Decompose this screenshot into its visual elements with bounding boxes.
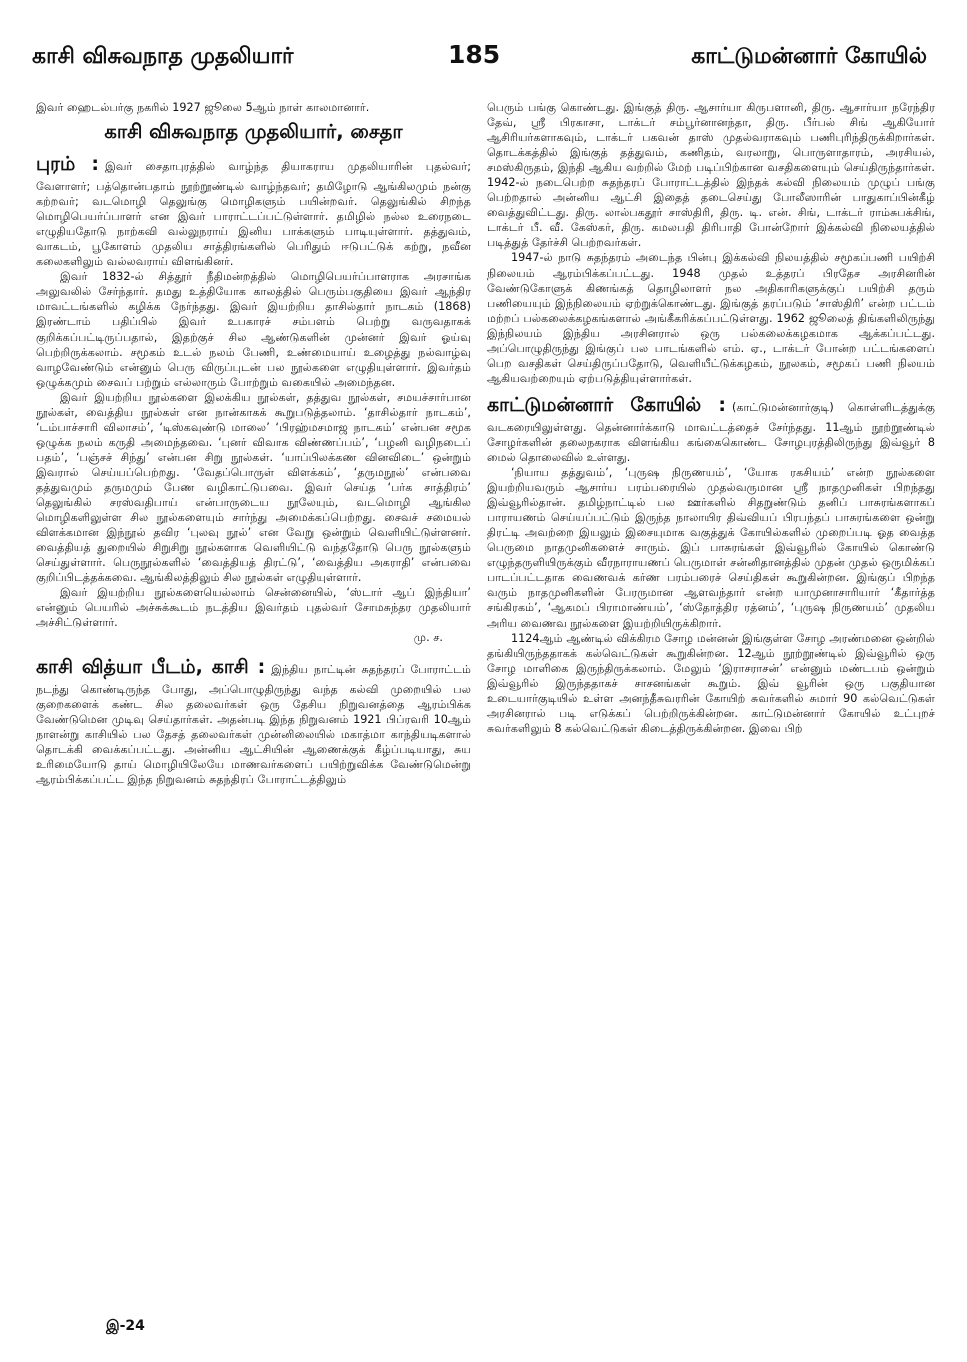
- paragraph-text: இந்திய நாட்டின் சுதந்தரப் போராட்டம் நடந்து கொண்டிருந்த போது, அப்பொழுதிருந்து வந்த கல்வி முறையில் பல குறைகளைக் கண்ட சில தலைவர்கள் ஒரு தேசிய நிறுவனத்தை ஆரம்பிக்க வேண்டுமென முடிவு செய்தார்கள். அதன்படி இந்த நிறுவனம் 1921 பிப்ரவரி 10ஆம் நாளன்று காசியில் பல தேசத் தலைவர்கள் முன்னிலையில் மகாத்மா காந்தியடிகளால் தொடக்கி வைக்கப்பட்டது. அன்னிய ஆட்சியின் ஆணைக்குக் கீழ்ப்படியாது, சுய உரிமையோடு தாய் மொழியிலேயே மாணவர்களைப் பயிற்றுவிக்க வேண்டுமென்று ஆரம்பிக்கப்பட்ட இந்த நிறுவனம் சுதந்திரப் போராட்டத்திலும்: [36, 662, 471, 786]
- paragraph: பெரும் பங்கு கொண்டது. இங்குத் திரு. ஆசார்யா கிருபளானி, திரு. ஆசார்யா நரேந்திர தேவ், ஸ்ரீ பிரகாசா, டாக்டர் சம்பூர்னானந்தா, திரு. பீர்பல் சிங் ஆகியோர் ஆசிரியர்களாகவும், டாக்டர் பகவன் தாஸ் முதல்வராகவும் பணிபுரிந்திருக்கிறார்கள். தொடக்கத்தில் இங்குத் தத்துவம், கணிதம், வரலாறு, பொருளாதாரம், அரசியல், சமஸ்கிருதம், இந்தி ஆகிய வற்றில் மேற் படிப்பிற்கான வசதிகளையும் செய்திருந்தார்கள். 1942-ல் நடைபெற்ற சுதந்தரப் போராட்டத்தில் இந்தக் கல்வி நிலையம் முழுப் பங்கு பெற்றதால் அன்னிய ஆட்சி இதைத் தடைசெய்து போலீஸாரின் பாதுகாப்பின்கீழ் வைத்துவிட்டது. திரு. லால்பகதூர் சாஸ்திரி, திரு. டி. என். சிங், டாக்டர் ராம்சுபக்சிங், டாக்டர் பீ. வீ. கேஸ்கர், திரு. கமலபதி திரிபாதி போன்றோர் இக்கல்வி நிலையத்தில் படித்துத் தேர்ச்சி பெற்றவர்கள்.: [487, 101, 935, 250]
- running-head-right: காட்டுமன்னார் கோயில்: [691, 44, 927, 69]
- paragraph: இவர் இயற்றிய நூல்களையெல்லாம் சென்னையில், ‘ஸ்டார் ஆப் இந்தியா’ என்னும் பெயரில் அச்சுக்கூடம் நடத்திய இவர்தம் புதல்வர் சோமசுந்தர முதலியார் அச்சிட்டுள்ளார்.: [36, 586, 471, 630]
- paragraph: ‘நியாய தத்துவம்’, ‘புருஷ நிருணயம்’, ‘யோக ரகசியம்’ என்ற நூல்களை இயற்றியவரும் ஆசார்ய பரம்பரையில் முதல்வருமான ஸ்ரீ நாதமுனிகள் பிறந்தது இவ்வூரில்தான். தமிழ்நாட்டில் பல ஊர்களில் சிதறுண்டும் தனிப் பாசுரங்களாகப் பாராயணம் செய்யப்பட்டும் இருந்த நாலாயிர திவ்வியப் பிரபந்தப் பாசுரங்களை ஒன்று திரட்டி அவற்றை இயலும் இசையுமாக வகுத்துக் கோயில்களில் முறைப்படி ஓத வைத்த பெருமை நாதமுனிகளைச் சாரும். இப் பாசுரங்கள் இவ்வூரில் கோயில் கொண்டு எழுந்தருளியிருக்கும் வீரநாராயணப் பெருமாள் சன்னிதானத்தில் முதன் முதல் ஒருமிக்கப் பாடப்பட்டதாக வைணவக் கர்ண பரம்பரைச் செய்திகள் கூறுகின்றன. இங்குப் பிறந்த வரும் நாதமுனிகளின் பேரருமான ஆளவந்தார் என்ற யாமுனாசாரியார் ‘கீதார்த்த சங்கிரகம்’, ‘ஆகமப் பிராமாண்யம்’, ‘ஸ்தோத்திர ரத்னம்’, ‘புருஷ நிருணயம்’ முதலிய அரிய வைணவ நூல்களை இயற்றியிருக்கிறார்.: [487, 466, 935, 630]
- paragraph: இவர் 1832-ல் சித்தூர் நீதிமன்றத்தில் மொழிபெயர்ப்பாளராக அரசாங்க அலுவலில் சேர்ந்தார். தமது உத்தியோக காலத்தில் பெரும்பகுதியை இவர் ஆந்திர மாவட்டங்களில் கழிக்க நேர்ந்தது. இவர் இயற்றிய தாசில்தார் நாடகம் (1868) இரண்டாம் பதிப்பில் இவர் உபகாரச் சம்பளம் பெற்று வருவதாகக் குறிக்கப்பட்டிருப்பதால், இதற்குச் சில ஆண்டுகளின் முன்னர் இவர் ஓய்வு பெற்றிருக்கலாம். சமூகம் உடல் நலம் பேணி, உண்மையாய் உழைத்து நல்வாழ்வு வாழவேண்டும் என்னும் பெரு விருப்புடன் பல நூல்களை எழுதியுள்ளார். இவர்தம் ஒழுக்கமும் சைவப் பற்றும் எல்லாரும் போற்றும் வகையில் அமைந்தன.: [36, 270, 471, 389]
- page-header: [0, 40, 967, 84]
- signature-mark: இ-24: [106, 1318, 145, 1334]
- paragraph: இவர் இயற்றிய நூல்களை இலக்கிய நூல்கள், தத்துவ நூல்கள், சமயச்சார்பான நூல்கள், வைத்திய நூல்கள் என நான்காகக் கூறுபடுத்தலாம். ‘தாசில்தார் நாடகம்’, ‘டம்பாச்சாரி விலாசம்’, ‘டிஸ்கவுண்டு மாலை’ ‘பிரஹ்மசமாஜ நாடகம்’ என்பன சமூக ஒழுக்க நலம் கருதி அமைந்தவை. ‘புனர் விவாக விண்ணப்பம்’, ‘பழனி வழிநடைப் பதம்’, ‘பஞ்சச் சிந்து’ என்பன சிறு நூல்கள். ‘யாப்பிலக்கண வினவிடை’ ஒன்றும் இவரால் செய்யப்பெற்றது. ‘வேதப்பொருள் விளக்கம்’, ‘தருமநூல்’ என்பவை தத்துவமும் தருமமும் பேண வழிகாட்டுபவை. இவர் செய்த ‘பர்க சாத்திரம்’ தெலுங்கில் சரஸ்வதிபாய் என்பாருடைய நூலேயும், வடமொழி ஆங்கில மொழிகளிலுள்ள சில நூல்களையும் சார்ந்து அமைக்கப்பெற்றது. சைவச் சமையல் விளக்கமான இந்நூல் தவிர ‘புலவு நூல்’ என வேறு ஒன்றும் வெளியிட்டுள்ளனர். வைத்தியத் துறையில் சிறுசிறு நூல்களாக வெளியிட்டு வந்ததோடு பெரு நூல்களும் செய்துள்ளார். பெருநூல்களில் ‘வைத்தியத் திரட்டு’, ‘வைத்திய அகராதி’ என்பவை குறிப்பிடத்தக்கவை. ஆங்கிலத்திலும் சில நூல்கள் எழுதியுள்ளார்.: [36, 390, 471, 585]
- entry-heading: [36, 117, 471, 149]
- right-column: [487, 100, 935, 1340]
- entry-body: [36, 652, 471, 787]
- paragraph: 1124ஆம் ஆண்டில் விக்கிரம சோழ மன்னன் இங்குள்ள சோழ அரண்மனை ஒன்றில் தங்கியிருந்ததாகக் கல்வெட்டுகள் கூறுகின்றன. 12ஆம் நூற்றூண்டில் இவ்வூரில் ஒரு சோழ மாளிகை இருந்திருக்கலாம். மேலும் ‘இராசராசன்’ என்னும் மண்டபம் ஒன்றும் இவ்வூரில் இருந்ததாகச் சாசனங்கள் கூறும். இவ் வூரின் ஒரு பகுதியான உடையார்குடியில் உள்ள அனந்தீசுவரரின் கோயிற் சுவர்களில் சுமார் 90 கல்வெட்டுகள் அரசினரால் படி எடுக்கப் பெற்றிருக்கின்றன. காட்டுமன்னார் கோயில் உட்புறச் சுவர்களிலும் 8 கல்வெட்டுகள் கிடைத்திருக்கின்றன. இவை பிற்: [487, 631, 935, 735]
- running-head-left: காசி விசுவநாத முதலியார்: [32, 44, 294, 69]
- left-column: [36, 100, 471, 1315]
- entry-title: காசி விசுவநாத முதலியார், சைதா: [104, 120, 403, 144]
- entry-title-continuation: புரம் :: [36, 153, 99, 176]
- paragraph-text: இவர் சைதாபுரத்தில் வாழ்ந்த தியாகராய முதலியாரின் புதல்வர்; வேளாளர்; பத்தொன்பதாம் நூற்றூண்டில் வாழ்ந்தவர்; தமிழோடு ஆங்கிலமும் நன்கு கற்றவர்; வடமொழி தெலுங்கு மொழிகளும் பயின்றவர். தெலுங்கில் சிறந்த மொழிபெயர்ப்பாளர் என இவர் பாராட்டப்பட்டுள்ளார். தமிழில் நல்ல உரைநடை எழுதியதோடு நாற்கவி வல்லுநராய் இனிய பாக்களும் பாடியுள்ளார். தத்துவம், வாகடம், பூகோளம் முதலிய சாத்திரங்களில் பெரிதும் ஈடுபட்டுக் கற்று, நவீன கலைகளிலும் வல்லவராய் விளங்கினர்.: [36, 160, 471, 269]
- entry-title: காசி வித்யா பீடம், காசி :: [36, 655, 266, 678]
- paragraph-text: கொள்ளிடத்துக்கு வடகரையிலுள்ளது. தென்னார்க்காடு மாவட்டத்தைச் சேர்ந்தது. 11ஆம் நூற்றூண்டில் சோழர்களின் தலைநகராக விளங்கிய கங்கைகொண்ட சோழபுரத்திலிருந்து இவ்வூர் 8 மைல் தொலைவில் உள்ளது.: [487, 400, 935, 464]
- entry-body: [487, 390, 935, 465]
- entry-title: காட்டுமன்னார் கோயில் :: [487, 393, 726, 416]
- paragraph: 1947-ல் நாடு சுதந்தரம் அடைந்த பின்பு இக்கல்வி நிலயத்தில் சமூகப்பணி பயிற்சி நிலையம் ஆரம்பிக்கப்பட்டது. 1948 முதல் உத்தரப் பிரதேச அரசினரின் வேண்டுகோளுக் கிணங்கத் தொழிலாளர் நல அதிகாரிகளுக்குப் பயிற்சி தரும் பணியையும் இந்நிலையம் ஏற்றுக்கொண்டது. இங்குத் தரப்படும் ‘சாஸ்திரி’ என்ற பட்டம் மற்றப் பல்கலைக்கழகங்களால் அங்கீகரிக்கப்பட்டுள்ளது. 1962 ஜூலைத் திங்களிலிருந்து இந்நிலயம் இந்திய அரசினரால் ஒரு பல்கலைக்கழகமாக ஆக்கப்பட்டது. அப்பொழுதிருந்து இங்குப் பல பாடங்களில் எம். ஏ., டாக்டர் போன்ற பட்டங்களைப் பெற வசதிகள் செய்திருப்பதோடு, வெளியீட்டுக்கழகம், நூலகம், சமூகப் பணி நிலயம் ஆகியவற்றையும் ஏற்படுத்தியுள்ளார்கள்.: [487, 251, 935, 385]
- page-number: 185: [448, 40, 501, 69]
- author-initials: மு. ச.: [413, 631, 443, 645]
- paragraph: இவர் ஹைடல்பர்கு நகரில் 1927 ஜூலை 5ஆம் நாள் காலமானார்.: [36, 101, 370, 114]
- entry-title-note: (காட்டுமன்னார்குடி): [731, 400, 834, 414]
- entry-body: [36, 149, 471, 269]
